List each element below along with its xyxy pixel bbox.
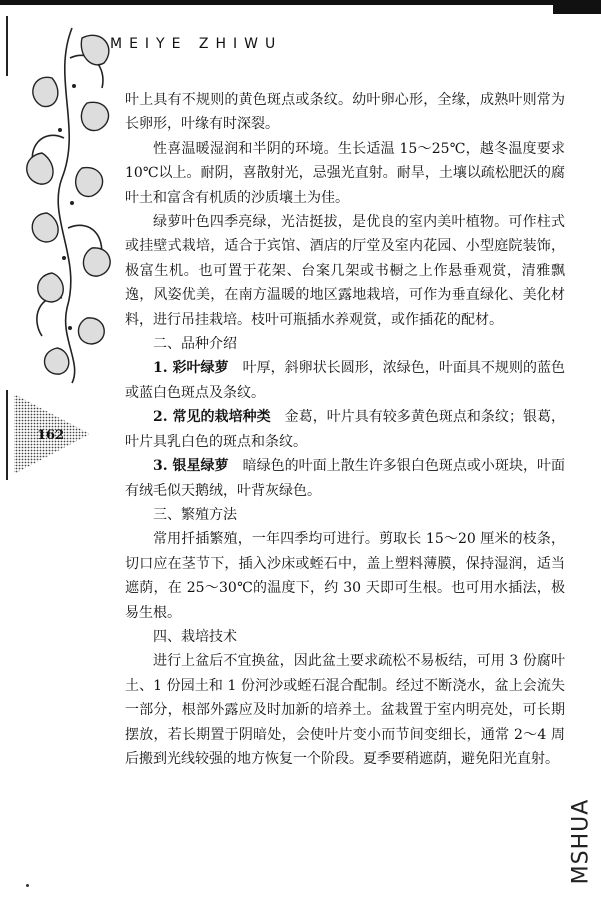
body-text [125,88,565,771]
variety-text: 叶厚，斜卵状长圆形，浓绿色，叶面具不规则的蓝色或蓝白色斑点及条纹。 [125,360,566,401]
paragraph: 绿萝叶色四季亮绿，光洁挺拔，是优良的室内美叶植物。可作柱式或挂壁式栽培，适合于宾馆、酒店的厅堂及室内花园、小型庭院装饰，极富生机。也可置于花架、台案几架或书橱之上作悬垂观赏，清雅飘逸，风姿优美，在南方温暖的地区露地栽培，可作为垂直绿化、美化材料，进行吊挂栽培。枝叶可瓶插水养观赏，或作插花的配材。 [125,214,565,328]
top-rule-corner [553,0,601,14]
paragraph: 进行上盆后不宜换盆，因此盆土要求疏松不易板结，可用 3 份腐叶土、1 份园土和 1 份河沙或蛭石混合配制。经过不断浇水，盆上会流失一部分，根部外露应及时加新的培养土。盆栽置于室内明亮处，可长期摆放，若长期置于阴暗处，会使叶片变小而节间变细长，通常 2～4 周后搬到光线较强的地方恢复一个阶段。夏季要稍遮荫，避免阳光直射。 [125,653,565,767]
left-margin-line-lower [6,390,8,480]
top-rule [0,0,601,5]
watermark-text: MSHUA [568,798,594,884]
left-margin-line [6,16,8,76]
section-heading: 二、品种介绍 [153,336,237,353]
variety-item [125,356,565,405]
paragraph: 叶上具有不规则的黄色斑点或条纹。幼叶卵心形，全缘，成熟叶则常为长卵形，叶缘有时深裂。 [125,92,565,133]
variety-term: 2. 常见的栽培种类 [153,409,271,426]
variety-item [125,454,565,503]
stray-dot [26,884,29,887]
variety-item [125,405,565,454]
paragraph: 性喜温暖湿润和半阴的环境。生长适温 15～25℃，越冬温度要求 10℃以上。耐阴，喜散射光，忌强光直射。耐旱，土壤以疏松肥沃的腐叶土和富含有机质的沙质壤土为佳。 [125,140,565,206]
watermark [566,793,596,889]
flower-vine-illustration-icon [12,18,124,388]
variety-text: 暗绿色的叶面上散生许多银白色斑点或小斑块，叶面有绒毛似天鹅绒，叶背灰绿色。 [125,458,566,499]
paragraph: 常用扦插繁殖，一年四季均可进行。剪取长 15～20 厘米的枝条，切口应在茎节下，插入沙床或蛭石中，盖上塑料薄膜，保持湿润，适当遮荫，在 25～30℃的温度下，约 30 天即可生根。也可用水插法，极易生根。 [125,531,565,621]
variety-text: 金葛，叶片具有较多黄色斑点和条纹；银葛，叶片具乳白色的斑点和条纹。 [125,409,565,450]
section-heading: 三、繁殖方法 [153,506,237,523]
page-number: 162 [37,428,65,443]
variety-term: 3. 银星绿萝 [153,458,229,475]
variety-term: 1. 彩叶绿萝 [153,360,229,377]
running-header: MEIYE ZHIWU [110,36,283,52]
section-heading: 四、栽培技术 [153,628,237,645]
